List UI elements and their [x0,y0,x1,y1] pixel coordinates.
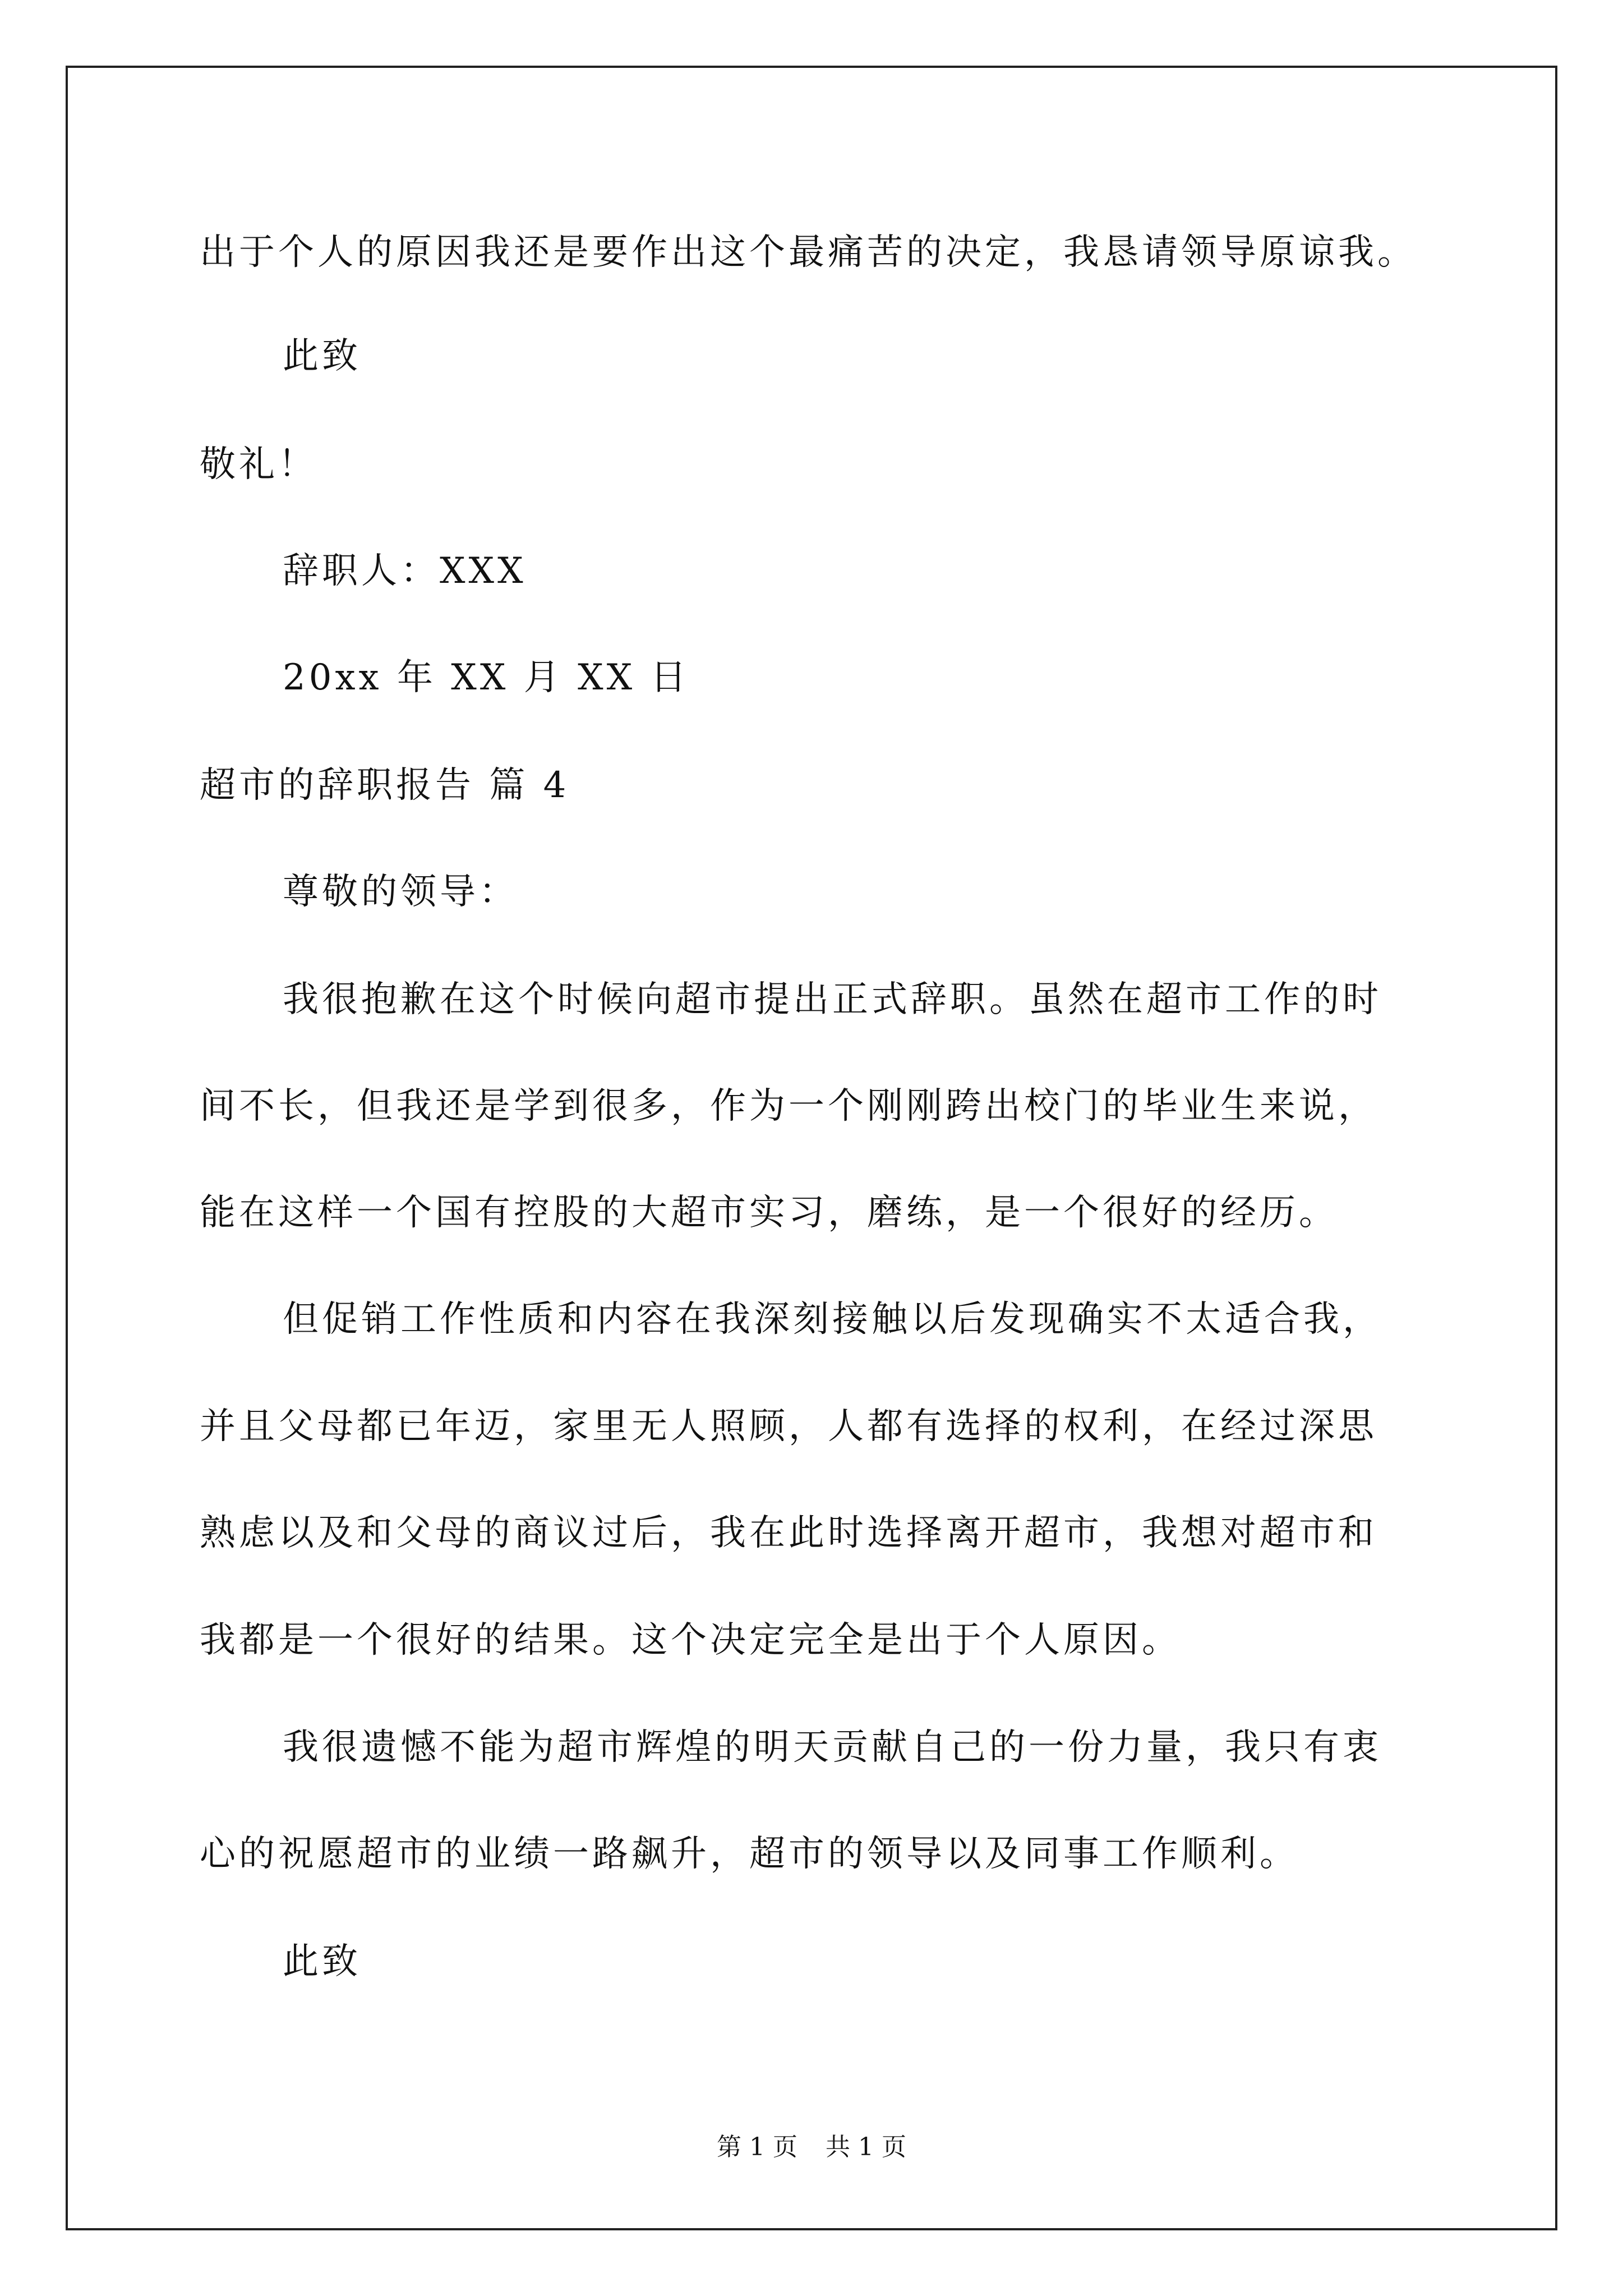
page-number: 第 1 页 [717,2133,797,2161]
paragraph-line: 我很遗憾不能为超市辉煌的明天贡献自己的一份力量，我只有衷 [283,1727,1382,1768]
paragraph-line: 出于个人的原因我还是要作出这个最痛苦的决定，我恳请领导原谅我。 [200,232,1417,273]
greeting: 尊敬的领导： [283,871,518,913]
paragraph-line: 心的祝愿超市的业绩一路飙升，超市的领导以及同事工作顺利。 [200,1833,1299,1875]
paragraph-line: 熟虑以及和父母的商议过后，我在此时选择离开超市，我想对超市和 [200,1512,1377,1554]
paragraph-line: 间不长，但我还是学到很多，作为一个刚刚跨出校门的毕业生来说， [200,1085,1377,1127]
date-line: 20xx 年 XX 月 XX 日 [283,657,690,698]
paragraph-line: 但促销工作性质和内容在我深刻接触以后发现确实不太适合我， [283,1299,1382,1340]
closing-salutation: 此致 [283,1941,361,1982]
page-footer [0,2131,1623,2164]
section-heading: 超市的辞职报告 篇 4 [200,765,570,806]
closing-regards: 敬礼！ [200,444,317,485]
paragraph-line: 并且父母都已年迈，家里无人照顾，人都有选择的权利，在经过深思 [200,1406,1377,1447]
page-border [66,66,1557,2230]
paragraph-line: 能在这样一个国有控股的大超市实习，磨练，是一个很好的经历。 [200,1192,1338,1234]
paragraph-line: 我都是一个很好的结果。这个决定完全是出于个人原因。 [200,1619,1181,1661]
closing-salutation: 此致 [283,335,361,377]
page-total: 共 1 页 [826,2133,906,2161]
paragraph-line: 我很抱歉在这个时候向超市提出正式辞职。虽然在超市工作的时 [283,979,1382,1020]
signature-line: 辞职人：XXX [283,550,527,592]
